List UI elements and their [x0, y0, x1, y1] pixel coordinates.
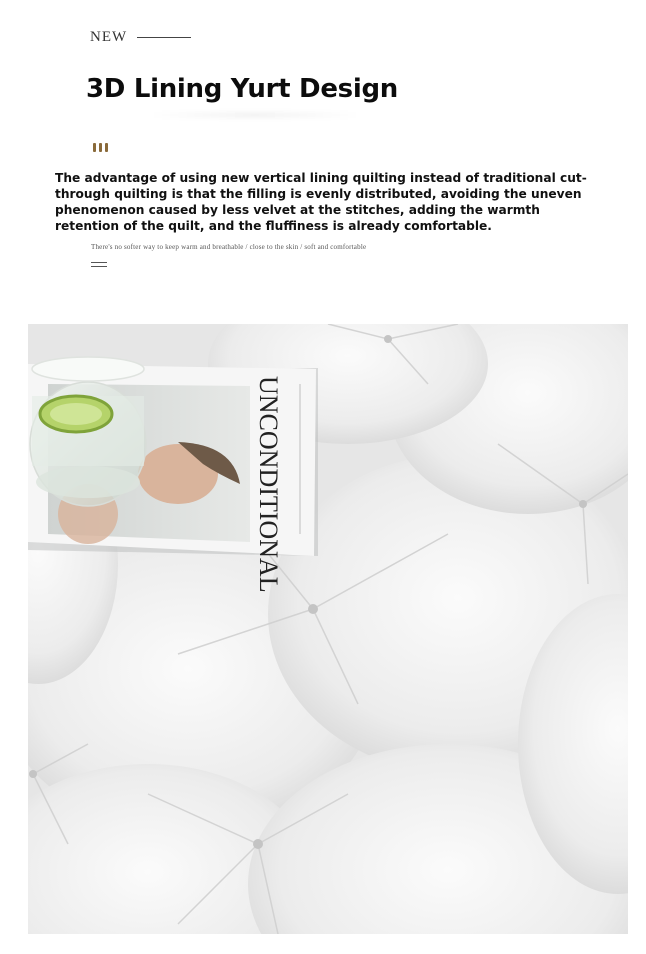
description-text: The advantage of using new vertical lining quilting instead of traditional cut-through quilting is that the filling is evenly distributed, avoiding the uneven phenomenon caused by less velvet at the stitches, adding the warmth retention of the quilt, and the fluffiness is already comfortable. — [55, 171, 587, 233]
accent-bars-icon — [93, 143, 108, 152]
title-reflection — [150, 112, 360, 118]
product-photo — [28, 324, 628, 934]
double-line-icon — [91, 262, 107, 270]
eyebrow-divider — [137, 37, 191, 38]
tagline-text: There's no softer way to keep warm and breathable / close to the skin / soft and comfortable — [91, 243, 367, 251]
eyebrow-label: NEW — [90, 29, 128, 45]
page-title: 3D Lining Yurt Design — [86, 74, 398, 104]
magazine-title: UNCONDITIONAL — [254, 376, 283, 593]
eyebrow — [90, 29, 191, 46]
